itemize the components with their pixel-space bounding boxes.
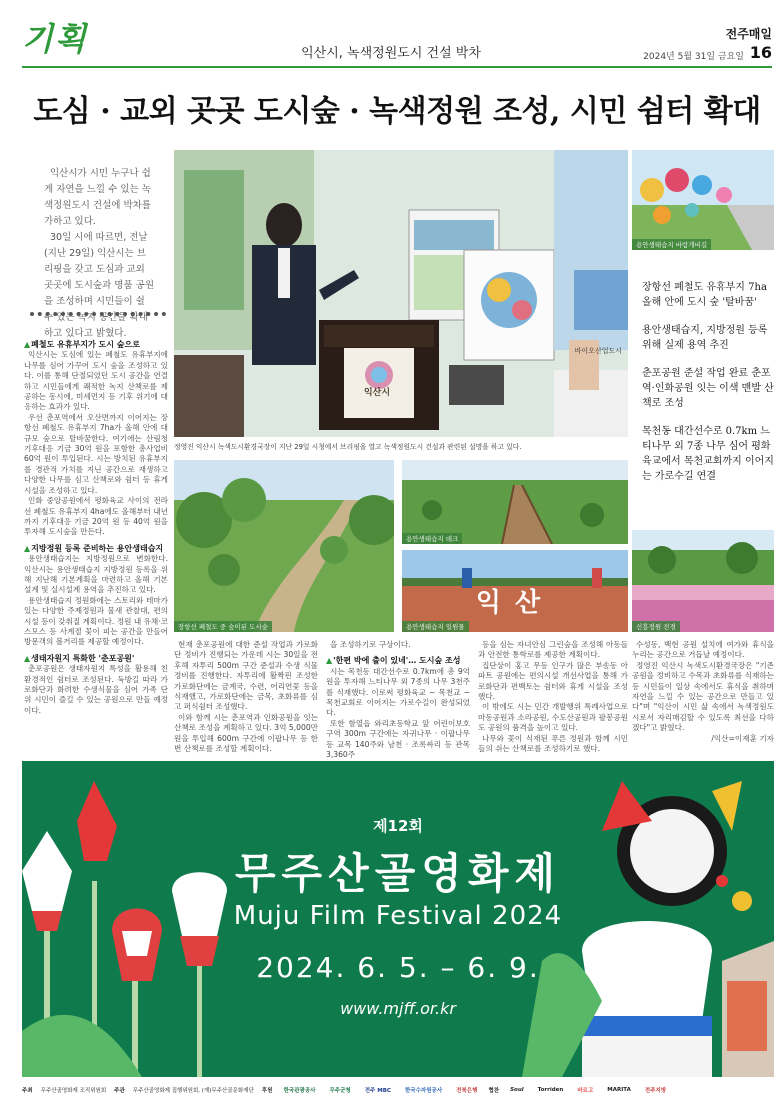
- subheading: ▲ '한편 박에 출이 있네'… 도시숲 조성: [326, 656, 470, 666]
- reporter-byline: /익산=이재훈 기자: [711, 733, 774, 743]
- flower-garden-illustration: [632, 530, 774, 632]
- ad-title-korean: 무주산골영화제: [234, 849, 561, 898]
- side-headlines: [642, 280, 778, 497]
- body-paragraph: 우선 춘포역에서 오산면까지 이어지는 장항선 폐철도 유휴부지 7ha가 올해 안에 대규모 숲으로 탈바꿈한다. 여기에는 산림청 기후대응 기금 30억 원을 포함한 총사업비 60억 원이 투입된다. 시는 방치된 유휴부지를 경관적 가치를 지닌 공간으로 재생하고 다양한 나무를 심고 산책로와 쉼터 등 휴게 시설을 조성하고 있다.: [24, 412, 168, 495]
- dotted-divider: [30, 312, 166, 316]
- ad-edition: 제12회: [373, 817, 423, 835]
- photo-garden-sign: [402, 550, 628, 632]
- garden-sign-text: 익산: [475, 588, 555, 618]
- side-headline: 목천동 대간선수로 0.7km 느티나무 외 7종 나무 심어 평화육교에서 목천교회까지 이어지는 가로수길 연결: [642, 426, 774, 482]
- body-paragraph: 이와 함께 시는 춘포역과 인화공원을 잇는 산책로 조성을 계획하고 있다. 3억 5,000만 원을 투입해 600m 구간에 이팝나무 등 한번 산책로를 조성할 계획이다.: [174, 712, 318, 754]
- body-paragraph: 집단상이 홍고 무등 인구가 많은 부송동 아파트 공원에는 편의시설 개선사업을 통해 가로화단과 편백토는 쉼터와 휴게 시설을 조성했다.: [478, 660, 628, 702]
- side-headline: 춘포공원 준설 작업 완료 춘포역·인화공원 잇는 이색 맨발 산책로 조성: [642, 368, 774, 409]
- main-photo: [174, 150, 628, 437]
- side-photo-caption: 신흥정원 전경: [632, 621, 680, 632]
- organizer-name: 무주산골영화제 집행위원회, (재)무주산골문화재단: [132, 1088, 254, 1094]
- body-paragraph: 수성동, 백현 공원 설치에 여가와 휴식을 누리는 공간으로 거듭날 예정이다.: [632, 640, 774, 660]
- sponsor-logo: Soul: [510, 1087, 524, 1093]
- body-paragraph: 또한 함열읍 와리초등학교 앞 어린이보호구역 300m 구간에는 자귀나무 · 이팝나무 등 교목 140주와 남천 · 조록싸리 등 관목 3,360주: [326, 718, 470, 760]
- ad-dates: 2024. 6. 5. – 6. 9.: [256, 951, 540, 984]
- article-column-3: [326, 640, 470, 760]
- body-paragraph: 등을 심는 자녀안심 그린숲을 조성해 아동들과 안전한 통학로를 제공한 계획이다.: [478, 640, 628, 660]
- sponsor-logo: Torriden: [537, 1087, 564, 1093]
- page-header: [0, 0, 782, 68]
- body-paragraph: 정영진 익산시 녹색도시환경국장은 "기존 공원을 정비하고 수목과 초화류를 식재하는 등 시민들이 일상 속에서도 휴식을 취하며 자연을 느낄 수 있는 공간으로 만들고 있다"며 "익산이 시민 삶 속에서 녹색정원도시로서 자리매김할 수 있도록 최선을 다하겠다"고 밝혔다.: [632, 660, 774, 733]
- photo-caption: 용안생태습지 데크: [402, 533, 462, 544]
- sponsor-logo: MARITA: [607, 1087, 631, 1093]
- podium-logo-text: 익산시: [363, 388, 391, 398]
- sponsor-logo: 전주지방: [644, 1088, 667, 1094]
- sponsor-label: 협찬: [488, 1088, 500, 1094]
- festival-advertisement: [22, 761, 774, 1077]
- sponsor-logo: 바르고: [577, 1088, 594, 1094]
- body-paragraph: 이 밖에도 시는 민간 개발행위 특례사업으로 마동공원과 소라공원, 수도산공원과 팔봉공원도 공원의 품격을 높이고 있다.: [478, 702, 628, 733]
- body-paragraph: 을 조성하기로 구상이다.: [330, 640, 411, 649]
- side-photo-flowers: [632, 530, 774, 632]
- host-name: 무주산골영화제 조직위원회: [40, 1088, 107, 1094]
- body-paragraph: 현재 춘포공원에 대한 준설 작업과 가로화단 정비가 진행되는 가운데 시는 30일을 전후해 자투리 500m 구간 준설과 수생 식물 정비를 진행한다. 자투리에 활짝핀 조성한 가로화단에는 금계국, 수련, 어리연꽃 등을 식재했고, 가로화단에는 금목, 초화류를 심고 퍼식쉼터 조성했다.: [174, 640, 318, 712]
- ad-url[interactable]: www.mjff.or.kr: [340, 999, 456, 1018]
- side-photo-caption: 용안생태습지 바람개비길: [632, 239, 711, 250]
- body-paragraph: 용안생태습지는 지방정원으로 변화한다. 익산시는 용안생태습지 지방정원 등록을 위해 지난해 기본계획을 마련하고 올해 기본설계 및 실시설계 용역을 추진하고 있다.: [24, 554, 168, 595]
- section-title: 익산시, 녹색정원도시 건설 박차: [301, 46, 481, 61]
- subheading: ▲ 생태자원지 특화한 '춘포공원': [24, 654, 168, 664]
- article-headline: 도심 · 교외 곳곳 도시숲 · 녹색정원 조성, 시민 쉼터 확대: [33, 94, 761, 129]
- lead-paragraph: 30일 시에 따르면, 전날(지난 29일) 익산시는 브리핑을 갖고 도심과 교외 곳곳에 도시숲과 명품 공원을 조성하며 시민들이 쉴 수 있는 녹지 공간을 확대하고 있다고 밝혔다.: [44, 232, 155, 339]
- wetland-deck-illustration: [402, 460, 628, 544]
- body-paragraph: 용안생태습지 정원화에는 스토리와 테마가 있는 다양한 주제정원과 물새 관찰대, 편의시설 등이 갖춰질 계획이다. 정원 내 유채·코스모스 등 사계절 꽃이 피는 공간을 만들어 방문객의 볼거리를 제공할 예정이다.: [24, 595, 169, 647]
- side-headline: 장항선 폐철도 유휴부지 7ha 올해 안에 도시 숲 '탈바꿈': [642, 282, 767, 308]
- body-paragraph: 익산시는 도심에 있는 폐철도 유휴부지에 나무를 심어 가꾸어 도시 숲을 조성하고 있다. 이를 통해 단절되었던 도시 공간을 연결하고 시민들에게 쾌적한 녹지 산책로를 제공하는 동시에, 미세먼지 등 기후 위기에 대응하는 효과가 있다.: [24, 350, 168, 412]
- newspaper-name: 전주매일: [725, 27, 772, 41]
- organizer-label: 주관: [114, 1088, 125, 1094]
- photo-caption: 용안생태습지 일원물: [402, 621, 469, 632]
- support-logo: 전주 MBC: [364, 1088, 391, 1094]
- support-logo: 전북은행: [456, 1088, 478, 1094]
- article-column-4: [478, 640, 628, 754]
- support-logo: 한국관광공사: [283, 1088, 316, 1094]
- inset-label: 바이오산업도시: [574, 347, 622, 355]
- forest-path-illustration: [174, 460, 394, 632]
- article-column-5: [632, 640, 774, 744]
- body-paragraph: 나무와 꽃이 식재된 푸른 정원과 함께 시민들의 쉬는 산책로를 조성하기로 했다.: [478, 733, 628, 754]
- support-logo: 무주군청: [329, 1088, 351, 1094]
- support-logo: 한국수자원공사: [404, 1088, 443, 1094]
- pinwheel-path-illustration: [632, 150, 774, 250]
- ad-sponsor-bar: [22, 1079, 774, 1101]
- main-photo-caption: 정영진 익산시 녹색도시환경국장이 지난 29일 시청에서 브리핑을 열고 녹색정원도시 건설과 관련된 설명을 하고 있다.: [174, 443, 522, 451]
- host-label: 주최: [22, 1088, 33, 1094]
- briefing-scene-illustration: [174, 150, 628, 437]
- body-paragraph: 인화 중앙공원에서 평화육교 사이의 전라선 폐철도 유휴부지 4ha에도 올해부터 내년까지 기후대응 기금 20억 원 등 40억 원을 투자해 도시숲을 만든다.: [24, 496, 168, 537]
- side-headline: 용안생태습지, 지방정원 등록 위해 실제 용역 추진: [642, 325, 768, 351]
- photo-forest-path: [174, 460, 394, 632]
- subheading: ▲ 폐철도 유휴부지가 도시 숲으로: [24, 340, 168, 350]
- body-paragraph: 춘포공원은 생태자원지 특성을 활용해 친환경적인 쉼터로 조성된다. 둑방길 따라 가로화단과 화려한 수생식물을 심어 가족 단위 시민이 즐길 수 있는 공원으로 만들 예정이다.: [24, 664, 168, 715]
- body-paragraph: 시는 목천동 대간선수로 0.7km에 총 9억 원을 투자해 느티나무 외 7종의 나무 3천주를 식재했다. 이로써 평화육교 ~ 목천교 ~ 목천교회로 이어지는 가로수길이 완성되었다.: [326, 666, 470, 718]
- ad-title-english: Muju Film Festival 2024: [233, 901, 563, 931]
- issue-date: 2024년 5월 31일 금요일: [643, 52, 744, 62]
- side-photo-pinwheels: [632, 150, 774, 250]
- article-column-2: [174, 640, 318, 754]
- subheading: ▲ 지방정원 등록 준비하는 용안생태습지: [24, 544, 168, 554]
- header-rule: [22, 66, 772, 68]
- page-number: 16: [749, 43, 772, 62]
- photo-caption: 장항선 폐철도 중 숲이된 도시숲: [174, 621, 272, 632]
- photo-wetland-deck: [402, 460, 628, 544]
- section-badge: 기획: [22, 20, 88, 58]
- lead-paragraph: 익산시가 시민 누구나 쉽게 자연을 느낄 수 있는 녹색정원도시 건설에 박차를 가하고 있다.: [44, 168, 151, 227]
- support-label: 후원: [261, 1088, 273, 1094]
- article-column-1: [24, 334, 168, 716]
